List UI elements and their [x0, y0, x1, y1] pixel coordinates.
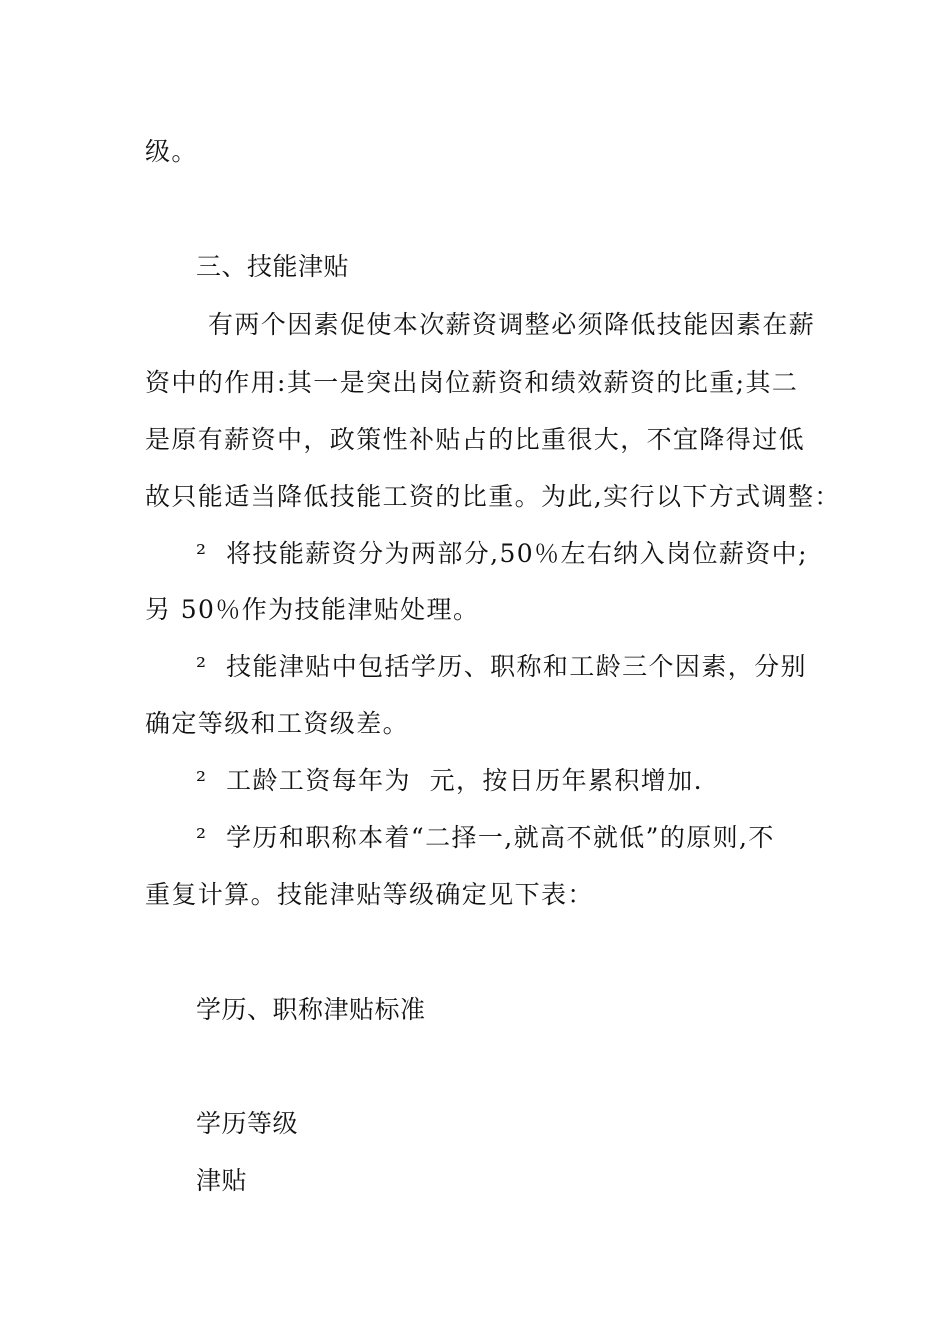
paragraph-line: 资中的作用:其一是突出岗位薪资和绩效薪资的比重;其二: [145, 368, 799, 397]
table-header-cell: 津贴: [196, 1166, 248, 1195]
bullet-item: ² 工龄工资每年为 元，按日历年累积增加.: [196, 766, 703, 795]
bullet-item: ² 将技能薪资分为两部分,50％左右纳入岗位薪资中;: [196, 539, 808, 568]
table-title: 学历、职称津贴标准: [196, 995, 426, 1024]
table-header-cell: 学历等级: [196, 1109, 299, 1138]
bullet-item-continuation: 重复计算。技能津贴等级确定见下表：: [145, 880, 594, 909]
section-heading: 三、技能津贴: [196, 252, 350, 281]
paragraph-line: 故只能适当降低技能工资的比重。为此,实行以下方式调整：: [145, 482, 841, 511]
paragraph-line: 有两个因素促使本次薪资调整必须降低技能因素在薪: [208, 310, 816, 339]
paragraph-line: 是原有薪资中，政策性补贴占的比重很大，不宜降得过低: [145, 425, 806, 454]
bullet-item-continuation: 确定等级和工资级差。: [145, 709, 410, 738]
bullet-item-continuation: 另 50％作为技能津贴处理。: [145, 595, 480, 624]
bullet-item: ² 技能津贴中包括学历、职称和工龄三个因素，分别: [196, 652, 807, 681]
bullet-item: ² 学历和职称本着“二择一,就高不就低”的原则,不: [196, 823, 775, 852]
paragraph-continuation: 级。: [145, 137, 198, 166]
